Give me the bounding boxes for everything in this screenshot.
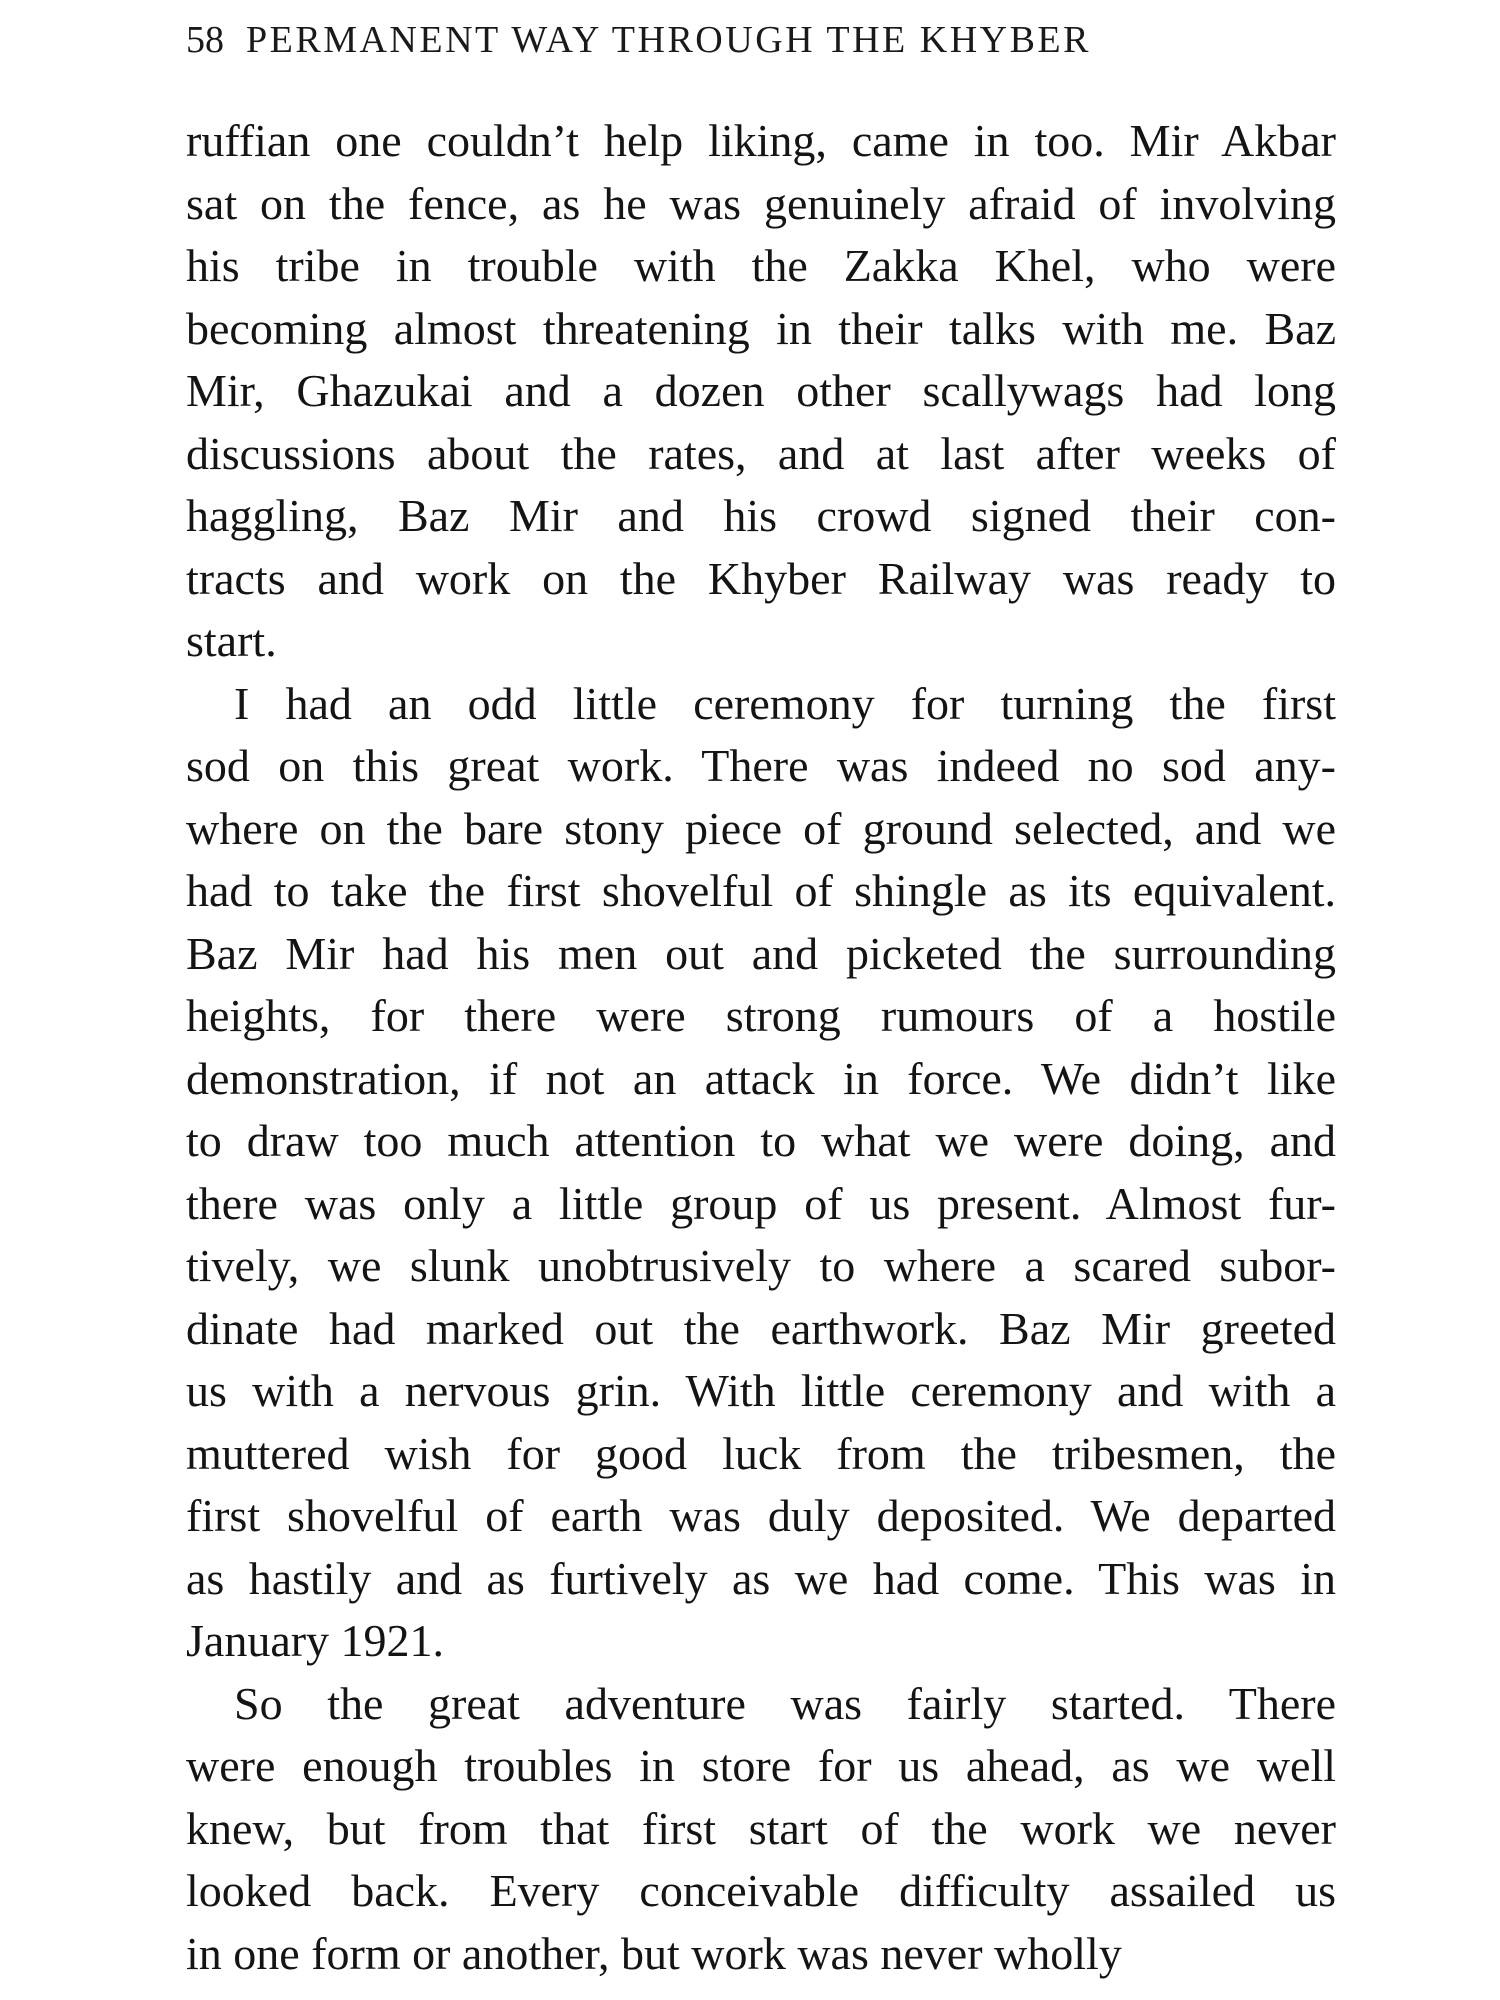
text-line: looked back. Every conceivable difficulty assailed us: [186, 1865, 1336, 1916]
text-line: Baz Mir had his men out and picketed the surrounding: [186, 927, 1336, 979]
text-line: discussions about the rates, and at last after weeks of: [186, 427, 1336, 479]
text-line: ruffian one couldn’t help liking, came in too. Mir Akbar: [186, 115, 1336, 166]
text-line: in one form or another, but work was never wholly: [186, 1927, 1122, 1979]
text-line: where on the bare stony piece of ground selected, and we: [186, 802, 1336, 854]
text-line: us with a nervous grin. With little ceremony and with a: [186, 1365, 1336, 1416]
text-line: to draw too much attention to what we were doing, and: [186, 1115, 1336, 1166]
text-line: as hastily and as furtively as we had come. This was in: [186, 1552, 1336, 1604]
text-line: were enough troubles in store for us ahead, as we well: [186, 1740, 1336, 1791]
text-line: January 1921.: [186, 1615, 445, 1666]
body-text: [186, 110, 1336, 1985]
text-line: I had an odd little ceremony for turning the first: [234, 677, 1336, 729]
text-line: there was only a little group of us present. Almost fur-: [186, 1177, 1336, 1229]
text-line: becoming almost threatening in their talks with me. Baz: [186, 302, 1336, 354]
text-line: haggling, Baz Mir and his crowd signed their con-: [186, 490, 1336, 541]
paragraph: [186, 673, 1336, 1673]
text-line: dinate had marked out the earthwork. Baz Mir greeted: [186, 1302, 1336, 1354]
running-title: PERMANENT WAY THROUGH THE KHYBER: [246, 19, 1091, 61]
text-line: muttered wish for good luck from the tribesmen, the: [186, 1427, 1336, 1479]
text-line: start.: [186, 615, 277, 666]
text-line: heights, for there were strong rumours of a hostile: [186, 990, 1336, 1041]
text-line: tively, we slunk unobtrusively to where a scared subor-: [186, 1240, 1336, 1291]
text-line: knew, but from that first start of the work we never: [186, 1802, 1336, 1854]
text-line: Mir, Ghazukai and a dozen other scallywags had long: [186, 365, 1336, 416]
running-head: [186, 18, 1336, 74]
paragraph: [186, 1673, 1336, 1986]
text-line: So the great adventure was fairly started. There: [234, 1677, 1336, 1729]
text-line: sat on the fence, as he was genuinely afraid of involving: [186, 177, 1336, 229]
text-line: had to take the first shovelful of shingle as its equivalent.: [186, 865, 1336, 916]
paragraph: [186, 110, 1336, 673]
text-line: sod on this great work. There was indeed no sod any-: [186, 740, 1336, 791]
text-line: his tribe in trouble with the Zakka Khel, who were: [186, 240, 1336, 291]
text-line: demonstration, if not an attack in force. We didn’t like: [186, 1052, 1336, 1104]
text-line: tracts and work on the Khyber Railway was ready to: [186, 552, 1336, 604]
text-line: first shovelful of earth was duly deposited. We departed: [186, 1490, 1336, 1541]
page-number: 58: [186, 19, 224, 61]
